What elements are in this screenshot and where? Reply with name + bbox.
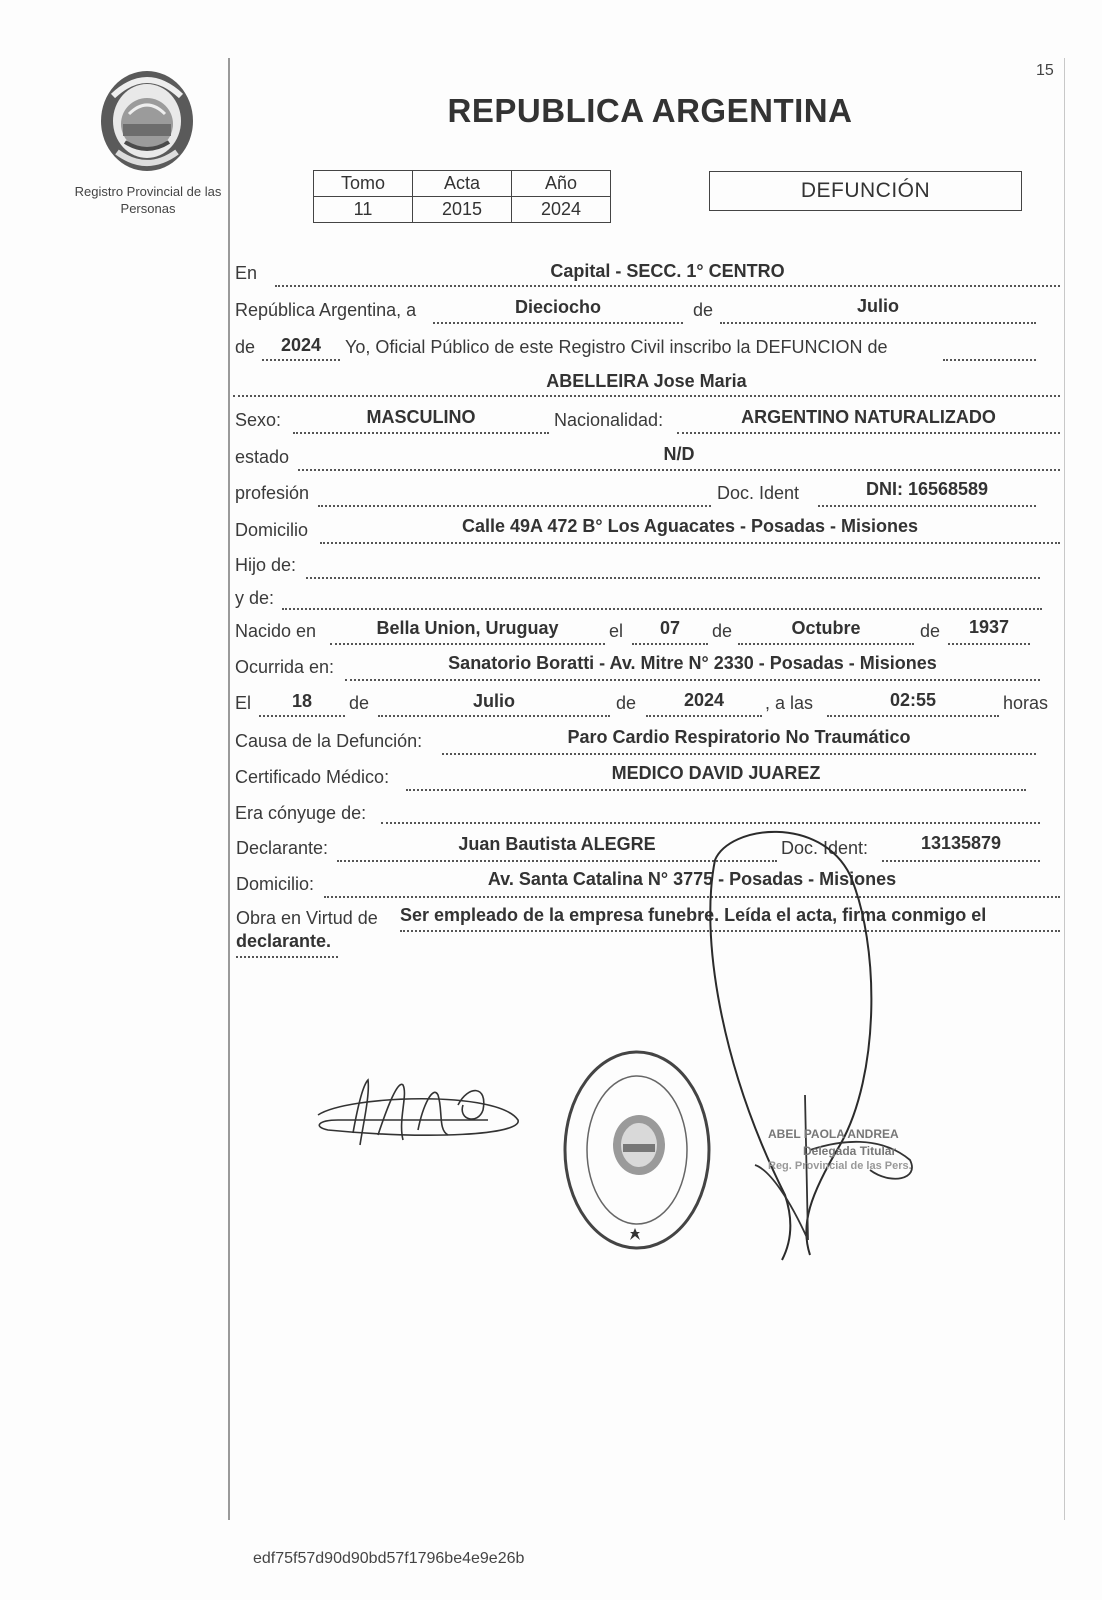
dotted-line: [677, 432, 1060, 434]
dotted-line: [818, 505, 1036, 507]
year-value: 2024: [280, 335, 322, 355]
conyuge-label: Era cónyuge de:: [235, 803, 367, 823]
doc-ident-label: Doc. Ident: [717, 483, 800, 503]
official-stamp-name: ABEL PAOLA ANDREA: [768, 1127, 899, 1141]
dotted-line: [948, 643, 1030, 645]
record-type-box: DEFUNCIÓN: [709, 171, 1022, 211]
republica-label: República Argentina, a: [235, 300, 417, 320]
de-label: de: [693, 300, 714, 320]
obra-label: Obra en Virtud de: [236, 908, 378, 928]
a-las-label: , a las: [765, 693, 814, 713]
de-label: de: [712, 621, 733, 641]
el-label: el: [609, 621, 624, 641]
dotted-line: [306, 577, 1040, 579]
birth-day-value: 07: [659, 618, 681, 638]
left-margin-rule: [228, 58, 230, 1520]
record-table-header-row: [314, 171, 611, 197]
dotted-line: [318, 505, 711, 507]
causa-label: Causa de la Defunción:: [235, 731, 423, 751]
profesion-label: profesión: [235, 483, 310, 503]
dotted-line: [345, 679, 1040, 681]
horas-label: horas: [1003, 693, 1049, 713]
dotted-line: [233, 395, 1060, 397]
page-number: 15: [1036, 62, 1054, 79]
hijo-de-label: Hijo de:: [235, 555, 297, 575]
location-value: Capital - SECC. 1° CENTRO: [550, 261, 785, 281]
record-value-tomo: 11: [314, 197, 413, 223]
certificado-label: Certificado Médico:: [235, 767, 390, 787]
ocurrida-label: Ocurrida en:: [235, 657, 335, 677]
dotted-line: [236, 956, 338, 958]
estado-label: estado: [235, 447, 290, 467]
declarante-doc-label: Doc. Ident:: [781, 838, 869, 858]
sexo-value: MASCULINO: [366, 407, 476, 427]
record-header-tomo: Tomo: [314, 171, 413, 197]
record-table: [313, 170, 611, 223]
death-time-value: 02:55: [889, 690, 937, 710]
causa-value: Paro Cardio Respiratorio No Traumático: [567, 727, 911, 747]
document-title: REPUBLICA ARGENTINA: [447, 92, 853, 129]
dotted-line: [320, 542, 1060, 544]
dotted-line: [738, 643, 914, 645]
de-label: de: [920, 621, 941, 641]
declarante-value: Juan Bautista ALEGRE: [458, 834, 656, 854]
domicilio2-value: Av. Santa Catalina N° 3775 - Posadas - Misiones: [487, 869, 897, 889]
dotted-line: [262, 359, 340, 361]
el-label: El: [235, 693, 252, 713]
dotted-line: [720, 322, 1036, 324]
dotted-line: [646, 715, 762, 717]
sexo-label: Sexo:: [235, 410, 282, 430]
dotted-line: [378, 715, 610, 717]
month-value: Julio: [856, 296, 899, 316]
declarante-doc-value: 13135879: [920, 833, 1002, 853]
dotted-line: [882, 860, 1040, 862]
record-header-ano: Año: [512, 171, 611, 197]
dotted-line: [827, 715, 999, 717]
nacionalidad-value: ARGENTINO NATURALIZADO: [741, 407, 996, 427]
birth-month-value: Octubre: [791, 618, 861, 638]
dotted-line: [442, 753, 1036, 755]
document-hash: edf75f57d90d90bd57f1796be4e9e26b: [253, 1550, 525, 1567]
dotted-line: [330, 643, 605, 645]
nacido-label: Nacido en: [235, 621, 317, 641]
ocurrida-en-value: Sanatorio Boratti - Av. Mitre N° 2330 - Posadas - Misiones: [448, 653, 937, 673]
official-stamp-role: Delegada Titular: [803, 1144, 897, 1158]
birth-year-value: 1937: [968, 617, 1010, 637]
dotted-line: [943, 359, 1036, 361]
nacionalidad-label: Nacionalidad:: [554, 410, 664, 430]
dotted-line: [275, 285, 1060, 287]
domicilio2-label: Domicilio:: [236, 874, 315, 894]
registry-name: Registro Provincial de las Personas: [74, 184, 222, 216]
de-label: de: [616, 693, 637, 713]
nacido-en-value: Bella Union, Uruguay: [376, 618, 559, 638]
deceased-name-value: ABELLEIRA Jose Maria: [546, 371, 747, 391]
dotted-line: [632, 643, 708, 645]
certificado-value: MEDICO DAVID JUAREZ: [611, 763, 821, 783]
en-label: En: [235, 263, 258, 283]
dotted-line: [282, 608, 1042, 610]
day-words-value: Dieciocho: [514, 297, 602, 317]
estado-value: N/D: [663, 444, 695, 464]
official-signature: [308, 1075, 528, 1155]
de-label: de: [349, 693, 370, 713]
y-de-label: y de:: [235, 588, 275, 608]
dotted-line: [259, 715, 345, 717]
record-value-ano: 2024: [512, 197, 611, 223]
official-stamp-office: Reg. Provincial de las Pers.: [768, 1160, 912, 1172]
death-month-value: Julio: [472, 691, 515, 711]
obra-line2-value: declarante.: [236, 931, 332, 951]
dotted-line: [433, 322, 683, 324]
domicilio-label: Domicilio: [235, 520, 309, 540]
death-day-value: 18: [291, 691, 313, 711]
declarante-label: Declarante:: [236, 838, 329, 858]
obra-line1-value: Ser empleado de la empresa funebre. Leída el acta, firma conmigo el: [400, 905, 987, 925]
misiones-coat-of-arms-logo: [95, 66, 199, 176]
record-value-acta: 2015: [413, 197, 512, 223]
death-year-value: 2024: [683, 690, 725, 710]
dotted-line: [406, 789, 1026, 791]
dotted-line: [298, 469, 1060, 471]
record-table-value-row: [314, 197, 611, 223]
dotted-line: [293, 432, 549, 434]
registry-stamp: [557, 1040, 727, 1255]
statement-text: Yo, Oficial Público de este Registro Civil inscribo la DEFUNCION de: [345, 337, 888, 357]
right-margin-rule: [1064, 58, 1065, 1520]
record-header-acta: Acta: [413, 171, 512, 197]
domicilio-value: Calle 49A 472 B° Los Aguacates - Posadas - Misiones: [461, 516, 919, 536]
doc-ident-value: DNI: 16568589: [865, 479, 989, 499]
de-label: de: [235, 337, 256, 357]
